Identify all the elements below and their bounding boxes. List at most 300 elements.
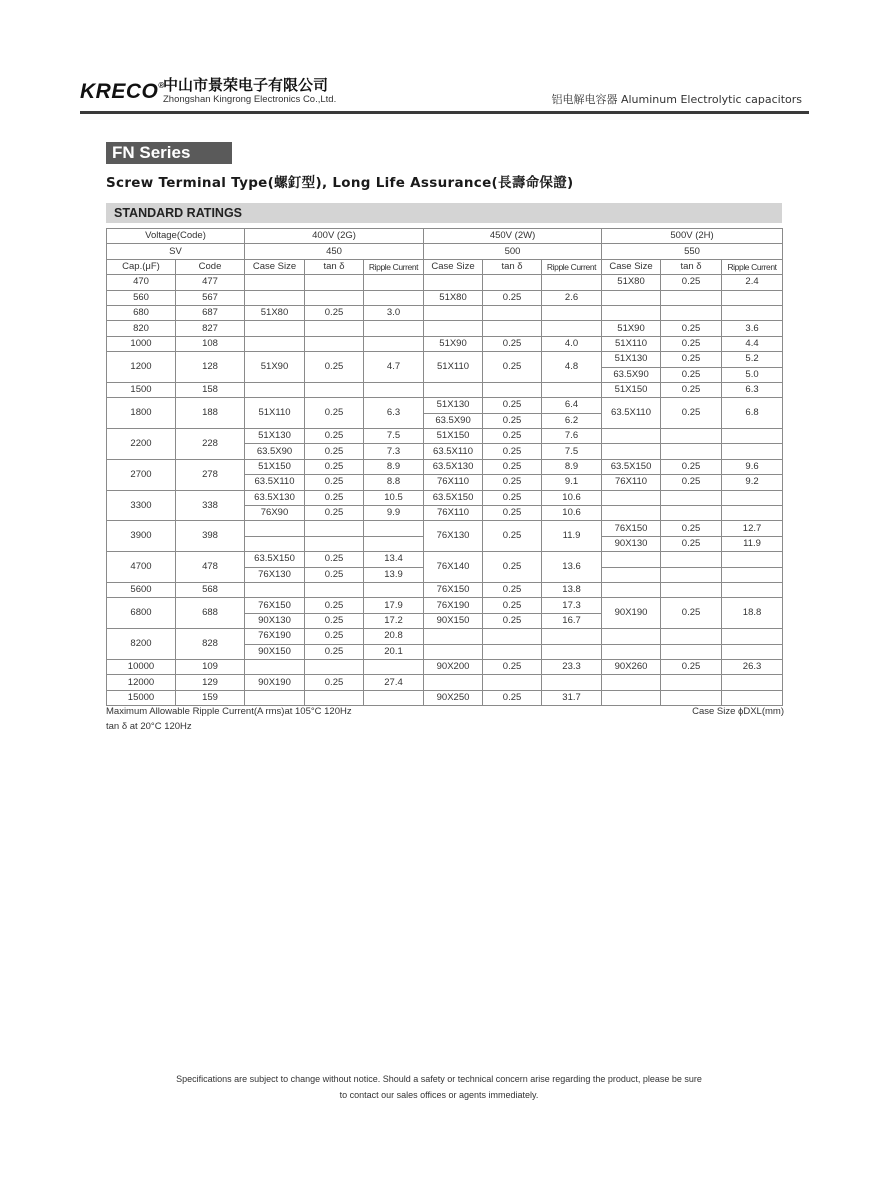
case-size-cell: 51X90 xyxy=(424,336,483,351)
table-row xyxy=(107,521,783,536)
case-size-cell xyxy=(602,690,661,705)
case-size-cell xyxy=(602,444,661,459)
case-size-cell: 76X90 xyxy=(245,506,305,521)
case-size-cell xyxy=(245,659,305,674)
case-size-cell: 51X130 xyxy=(424,398,483,413)
case-size-cell xyxy=(602,490,661,505)
ripple-current-cell: 4.7 xyxy=(364,352,424,383)
footer-notice-line1: Specifications are subject to change without notice. Should a safety or technical concern arise regarding the product, please be sure xyxy=(176,1074,702,1084)
voltage-code-header: Voltage(Code) xyxy=(107,229,245,244)
tan-delta-cell: 0.25 xyxy=(305,398,364,429)
case-size-cell: 51X130 xyxy=(602,352,661,367)
case-size-cell xyxy=(245,321,305,336)
ripple-current-cell xyxy=(364,321,424,336)
table-row xyxy=(107,659,783,674)
case-size-cell xyxy=(602,552,661,567)
table-row xyxy=(107,629,783,644)
ripple-current-header: Ripple Current xyxy=(364,259,424,274)
capacitance-cell: 560 xyxy=(107,290,176,305)
tan-delta-cell xyxy=(305,275,364,290)
case-size-cell: 63.5X90 xyxy=(245,444,305,459)
code-cell: 228 xyxy=(176,429,245,460)
case-size-cell: 51X90 xyxy=(245,352,305,383)
tan-delta-cell: 0.25 xyxy=(661,536,722,551)
capacitance-cell: 1000 xyxy=(107,336,176,351)
case-size-cell xyxy=(602,305,661,320)
tan-delta-cell: 0.25 xyxy=(483,336,542,351)
ripple-current-cell: 3.6 xyxy=(722,321,783,336)
tan-delta-cell: 0.25 xyxy=(483,398,542,413)
case-size-cell: 90X130 xyxy=(602,536,661,551)
capacitance-cell: 4700 xyxy=(107,552,176,583)
tan-delta-cell: 0.25 xyxy=(483,659,542,674)
code-cell: 567 xyxy=(176,290,245,305)
tan-delta-cell xyxy=(305,659,364,674)
case-size-cell: 90X130 xyxy=(245,613,305,628)
ripple-current-cell: 7.3 xyxy=(364,444,424,459)
tan-delta-cell: 0.25 xyxy=(483,582,542,597)
case-size-cell: 76X110 xyxy=(424,475,483,490)
capacitance-cell: 2200 xyxy=(107,429,176,460)
ripple-current-cell xyxy=(722,305,783,320)
case-size-cell xyxy=(245,382,305,397)
ripple-current-cell: 13.8 xyxy=(542,582,602,597)
capacitance-cell: 6800 xyxy=(107,598,176,629)
standard-ratings-heading: STANDARD RATINGS xyxy=(106,203,782,223)
tan-delta-note: tan δ at 20°C 120Hz xyxy=(106,721,192,732)
code-cell: 687 xyxy=(176,305,245,320)
ripple-current-cell: 10.5 xyxy=(364,490,424,505)
ripple-current-cell: 6.2 xyxy=(542,413,602,428)
code-cell: 338 xyxy=(176,490,245,521)
case-size-cell: 63.5X90 xyxy=(602,367,661,382)
tan-delta-cell: 0.25 xyxy=(661,275,722,290)
ripple-current-cell: 17.2 xyxy=(364,613,424,628)
code-cell: 278 xyxy=(176,459,245,490)
tan-delta-cell: 0.25 xyxy=(305,429,364,444)
code-cell: 398 xyxy=(176,521,245,552)
case-size-cell xyxy=(245,521,305,536)
ripple-current-header: Ripple Current xyxy=(542,259,602,274)
ripple-current-cell: 10.6 xyxy=(542,506,602,521)
code-cell: 188 xyxy=(176,398,245,429)
tan-delta-cell xyxy=(483,275,542,290)
ripple-current-cell: 6.3 xyxy=(722,382,783,397)
ripple-current-cell xyxy=(722,690,783,705)
case-size-cell: 51X150 xyxy=(602,382,661,397)
case-size-cell: 63.5X150 xyxy=(424,490,483,505)
tan-delta-cell xyxy=(305,382,364,397)
voltage-header: 500V (2H) xyxy=(602,229,783,244)
case-size-cell: 76X190 xyxy=(424,598,483,613)
case-size-cell xyxy=(424,305,483,320)
case-size-cell: 63.5X90 xyxy=(424,413,483,428)
case-size-cell xyxy=(245,275,305,290)
tan-delta-cell: 0.25 xyxy=(305,567,364,582)
ripple-current-cell xyxy=(722,582,783,597)
ripple-current-cell xyxy=(542,382,602,397)
ripple-current-cell xyxy=(722,290,783,305)
case-size-cell: 51X90 xyxy=(602,321,661,336)
ripple-current-cell: 11.9 xyxy=(542,521,602,552)
capacitance-cell: 8200 xyxy=(107,629,176,660)
tan-delta-cell: 0.25 xyxy=(483,613,542,628)
table-row xyxy=(107,336,783,351)
product-category: 铝电解电容器 Aluminum Electrolytic capacitors xyxy=(551,93,802,106)
code-cell: 158 xyxy=(176,382,245,397)
case-size-cell: 51X130 xyxy=(245,429,305,444)
table-row xyxy=(107,598,783,613)
ripple-current-note: Maximum Allowable Ripple Current(A rms)at 105°C 120Hz xyxy=(106,706,352,717)
ripple-current-cell: 13.4 xyxy=(364,552,424,567)
ripple-current-cell xyxy=(542,275,602,290)
tan-delta-cell: 0.25 xyxy=(305,490,364,505)
code-cell: 827 xyxy=(176,321,245,336)
tan-delta-cell: 0.25 xyxy=(483,352,542,383)
tan-delta-cell: 0.25 xyxy=(661,521,722,536)
table-row xyxy=(107,459,783,474)
tan-delta-cell: 0.25 xyxy=(661,659,722,674)
tan-delta-cell xyxy=(661,506,722,521)
tan-delta-cell xyxy=(483,305,542,320)
ripple-current-cell: 20.8 xyxy=(364,629,424,644)
ripple-current-cell: 17.9 xyxy=(364,598,424,613)
case-size-cell: 63.5X110 xyxy=(424,444,483,459)
case-size-cell: 63.5X110 xyxy=(602,398,661,429)
case-size-cell xyxy=(245,290,305,305)
tan-delta-cell xyxy=(483,675,542,690)
case-size-cell: 63.5X130 xyxy=(424,459,483,474)
case-size-cell xyxy=(424,675,483,690)
case-size-cell: 90X190 xyxy=(602,598,661,629)
case-size-cell: 51X110 xyxy=(245,398,305,429)
tan-delta-cell: 0.25 xyxy=(483,413,542,428)
sv-value: 500 xyxy=(424,244,602,259)
ripple-current-cell: 5.2 xyxy=(722,352,783,367)
case-size-cell: 76X110 xyxy=(602,475,661,490)
tan-delta-cell: 0.25 xyxy=(305,305,364,320)
tan-delta-cell: 0.25 xyxy=(661,475,722,490)
ripple-current-cell: 11.9 xyxy=(722,536,783,551)
capacitance-cell: 10000 xyxy=(107,659,176,674)
case-size-cell xyxy=(602,506,661,521)
tan-delta-cell: 0.25 xyxy=(661,459,722,474)
tan-delta-cell xyxy=(661,567,722,582)
case-size-cell xyxy=(602,429,661,444)
ripple-current-cell xyxy=(722,644,783,659)
ripple-current-cell: 6.8 xyxy=(722,398,783,429)
case-size-cell xyxy=(245,336,305,351)
case-size-cell xyxy=(424,644,483,659)
code-cell: 477 xyxy=(176,275,245,290)
case-size-cell: 76X130 xyxy=(245,567,305,582)
tan-delta-cell xyxy=(661,675,722,690)
series-subtitle: Screw Terminal Type(螺釘型), Long Life Assurance(長壽命保證) xyxy=(106,175,574,191)
table-row xyxy=(107,321,783,336)
tan-delta-cell xyxy=(305,536,364,551)
case-size-cell xyxy=(602,675,661,690)
capacitance-cell: 12000 xyxy=(107,675,176,690)
code-cell: 568 xyxy=(176,582,245,597)
company-name xyxy=(163,77,336,105)
ripple-current-cell: 18.8 xyxy=(722,598,783,629)
header-row-sv xyxy=(107,244,783,259)
case-size-cell xyxy=(424,275,483,290)
table-row xyxy=(107,582,783,597)
ripple-current-cell xyxy=(722,444,783,459)
ripple-current-cell: 6.4 xyxy=(542,398,602,413)
header-row-columns xyxy=(107,259,783,274)
tan-delta-cell: 0.25 xyxy=(305,444,364,459)
ripple-current-cell: 13.9 xyxy=(364,567,424,582)
tan-delta-cell xyxy=(305,521,364,536)
tan-delta-cell xyxy=(661,690,722,705)
tan-delta-cell: 0.25 xyxy=(483,506,542,521)
voltage-header: 400V (2G) xyxy=(245,229,424,244)
ripple-current-cell xyxy=(364,659,424,674)
case-size-header: Case Size xyxy=(245,259,305,274)
tan-delta-cell: 0.25 xyxy=(483,290,542,305)
header-row-voltage xyxy=(107,229,783,244)
ripple-current-cell: 2.6 xyxy=(542,290,602,305)
case-size-cell: 63.5X150 xyxy=(602,459,661,474)
ripple-current-header: Ripple Current xyxy=(722,259,783,274)
tan-delta-cell xyxy=(661,429,722,444)
case-size-cell: 51X110 xyxy=(424,352,483,383)
table-row xyxy=(107,305,783,320)
ripple-current-cell: 8.9 xyxy=(364,459,424,474)
ripple-current-cell xyxy=(722,675,783,690)
ripple-current-cell: 4.8 xyxy=(542,352,602,383)
ripple-current-cell xyxy=(364,382,424,397)
tan-delta-cell xyxy=(661,444,722,459)
tan-delta-cell: 0.25 xyxy=(661,398,722,429)
tan-delta-cell: 0.25 xyxy=(483,475,542,490)
ripple-current-cell xyxy=(542,629,602,644)
sv-value: 450 xyxy=(245,244,424,259)
table-row xyxy=(107,552,783,567)
case-size-cell xyxy=(602,582,661,597)
tan-delta-cell xyxy=(305,290,364,305)
case-size-cell: 63.5X110 xyxy=(245,475,305,490)
ripple-current-cell xyxy=(722,506,783,521)
voltage-header: 450V (2W) xyxy=(424,229,602,244)
case-size-cell: 76X150 xyxy=(602,521,661,536)
table-row xyxy=(107,352,783,367)
tan-delta-cell xyxy=(661,490,722,505)
cap-header: Cap.(μF) xyxy=(107,259,176,274)
tan-delta-header: tan δ xyxy=(483,259,542,274)
capacitance-cell: 1500 xyxy=(107,382,176,397)
capacitance-cell: 3900 xyxy=(107,521,176,552)
ripple-current-cell: 20.1 xyxy=(364,644,424,659)
ripple-current-cell: 5.0 xyxy=(722,367,783,382)
capacitance-cell: 3300 xyxy=(107,490,176,521)
tan-delta-cell: 0.25 xyxy=(661,382,722,397)
ripple-current-cell xyxy=(542,321,602,336)
ripple-current-cell: 4.4 xyxy=(722,336,783,351)
tan-delta-cell: 0.25 xyxy=(483,429,542,444)
table-row xyxy=(107,675,783,690)
tan-delta-cell xyxy=(661,552,722,567)
capacitance-cell: 820 xyxy=(107,321,176,336)
ripple-current-cell xyxy=(364,582,424,597)
tan-delta-cell xyxy=(305,321,364,336)
ripple-current-cell xyxy=(542,644,602,659)
code-cell: 128 xyxy=(176,352,245,383)
tan-delta-cell xyxy=(661,290,722,305)
table-row xyxy=(107,490,783,505)
ripple-current-cell: 4.0 xyxy=(542,336,602,351)
table-row xyxy=(107,398,783,413)
case-size-cell: 76X130 xyxy=(424,521,483,552)
ripple-current-cell: 27.4 xyxy=(364,675,424,690)
tan-delta-header: tan δ xyxy=(661,259,722,274)
case-size-cell: 90X200 xyxy=(424,659,483,674)
case-size-cell: 90X250 xyxy=(424,690,483,705)
code-cell: 129 xyxy=(176,675,245,690)
ripple-current-cell: 8.8 xyxy=(364,475,424,490)
header-divider xyxy=(80,111,809,114)
code-cell: 108 xyxy=(176,336,245,351)
capacitance-cell: 2700 xyxy=(107,459,176,490)
case-size-header: Case Size xyxy=(602,259,661,274)
capacitance-cell: 1800 xyxy=(107,398,176,429)
case-size-cell: 90X260 xyxy=(602,659,661,674)
tan-delta-cell: 0.25 xyxy=(305,675,364,690)
tan-delta-cell: 0.25 xyxy=(483,690,542,705)
ripple-current-cell: 7.6 xyxy=(542,429,602,444)
ripple-current-cell xyxy=(722,490,783,505)
table-row xyxy=(107,382,783,397)
ripple-current-cell xyxy=(722,629,783,644)
tan-delta-cell: 0.25 xyxy=(661,336,722,351)
capacitance-cell: 1200 xyxy=(107,352,176,383)
case-size-cell xyxy=(245,536,305,551)
ripple-current-cell: 26.3 xyxy=(722,659,783,674)
page-header xyxy=(80,76,810,116)
tan-delta-cell: 0.25 xyxy=(483,490,542,505)
tan-delta-cell: 0.25 xyxy=(483,444,542,459)
ripple-current-cell: 2.4 xyxy=(722,275,783,290)
tan-delta-cell xyxy=(305,690,364,705)
tan-delta-cell: 0.25 xyxy=(305,352,364,383)
capacitance-cell: 470 xyxy=(107,275,176,290)
case-size-cell xyxy=(424,382,483,397)
case-size-cell xyxy=(245,582,305,597)
ripple-current-cell: 17.3 xyxy=(542,598,602,613)
capacitance-cell: 15000 xyxy=(107,690,176,705)
capacitance-cell: 680 xyxy=(107,305,176,320)
ripple-current-cell xyxy=(364,521,424,536)
case-size-cell xyxy=(602,629,661,644)
case-size-cell: 51X80 xyxy=(245,305,305,320)
ripple-current-cell: 7.5 xyxy=(542,444,602,459)
code-cell: 478 xyxy=(176,552,245,583)
case-size-cell: 76X190 xyxy=(245,629,305,644)
case-size-unit-note: Case Size ϕDXL(mm) xyxy=(692,706,784,717)
tan-delta-cell: 0.25 xyxy=(483,459,542,474)
tan-delta-cell: 0.25 xyxy=(483,598,542,613)
tan-delta-cell xyxy=(483,644,542,659)
ripple-current-cell xyxy=(542,305,602,320)
standard-ratings-table xyxy=(106,228,783,706)
ripple-current-cell: 3.0 xyxy=(364,305,424,320)
tan-delta-cell: 0.25 xyxy=(661,321,722,336)
ripple-current-cell: 9.2 xyxy=(722,475,783,490)
ripple-current-cell: 12.7 xyxy=(722,521,783,536)
code-cell: 688 xyxy=(176,598,245,629)
ripple-current-cell: 9.9 xyxy=(364,506,424,521)
ripple-current-cell: 10.6 xyxy=(542,490,602,505)
case-size-cell xyxy=(245,690,305,705)
ripple-current-cell: 16.7 xyxy=(542,613,602,628)
tan-delta-cell: 0.25 xyxy=(305,598,364,613)
tan-delta-cell xyxy=(661,644,722,659)
ripple-current-cell: 8.9 xyxy=(542,459,602,474)
case-size-cell: 63.5X150 xyxy=(245,552,305,567)
code-header: Code xyxy=(176,259,245,274)
case-size-cell: 63.5X130 xyxy=(245,490,305,505)
case-size-cell: 51X150 xyxy=(424,429,483,444)
case-size-cell: 90X190 xyxy=(245,675,305,690)
tan-delta-cell xyxy=(305,336,364,351)
capacitance-cell: 5600 xyxy=(107,582,176,597)
ripple-current-cell: 6.3 xyxy=(364,398,424,429)
case-size-cell: 90X150 xyxy=(245,644,305,659)
table-row xyxy=(107,275,783,290)
table-row xyxy=(107,429,783,444)
ripple-current-cell xyxy=(542,675,602,690)
tan-delta-header: tan δ xyxy=(305,259,364,274)
company-name-en: Zhongshan Kingrong Electronics Co.,Ltd. xyxy=(163,94,337,105)
ripple-current-cell xyxy=(364,536,424,551)
case-size-cell xyxy=(424,321,483,336)
case-size-cell: 76X150 xyxy=(424,582,483,597)
table-row xyxy=(107,690,783,705)
ripple-current-cell xyxy=(364,690,424,705)
tan-delta-cell: 0.25 xyxy=(483,552,542,583)
tan-delta-cell xyxy=(661,305,722,320)
tan-delta-cell xyxy=(483,321,542,336)
table-row xyxy=(107,290,783,305)
kreco-logo: KRECO® xyxy=(80,80,165,103)
case-size-cell xyxy=(602,567,661,582)
sv-value: 550 xyxy=(602,244,783,259)
company-name-cn: 中山市景荣电子有限公司 xyxy=(163,76,329,94)
tan-delta-cell: 0.25 xyxy=(305,459,364,474)
tan-delta-cell: 0.25 xyxy=(661,352,722,367)
tan-delta-cell: 0.25 xyxy=(483,521,542,552)
case-size-cell: 51X80 xyxy=(424,290,483,305)
tan-delta-cell: 0.25 xyxy=(661,598,722,629)
series-title: FN Series xyxy=(106,142,232,164)
sv-header: SV xyxy=(107,244,245,259)
tan-delta-cell xyxy=(305,582,364,597)
ripple-current-cell xyxy=(364,336,424,351)
tan-delta-cell: 0.25 xyxy=(661,367,722,382)
tan-delta-cell: 0.25 xyxy=(305,629,364,644)
case-size-cell: 51X150 xyxy=(245,459,305,474)
case-size-cell xyxy=(602,290,661,305)
tan-delta-cell: 0.25 xyxy=(305,644,364,659)
ripple-current-cell xyxy=(722,567,783,582)
ripple-current-cell: 13.6 xyxy=(542,552,602,583)
ripple-current-cell: 9.6 xyxy=(722,459,783,474)
case-size-header: Case Size xyxy=(424,259,483,274)
tan-delta-cell: 0.25 xyxy=(305,506,364,521)
ripple-current-cell xyxy=(364,275,424,290)
